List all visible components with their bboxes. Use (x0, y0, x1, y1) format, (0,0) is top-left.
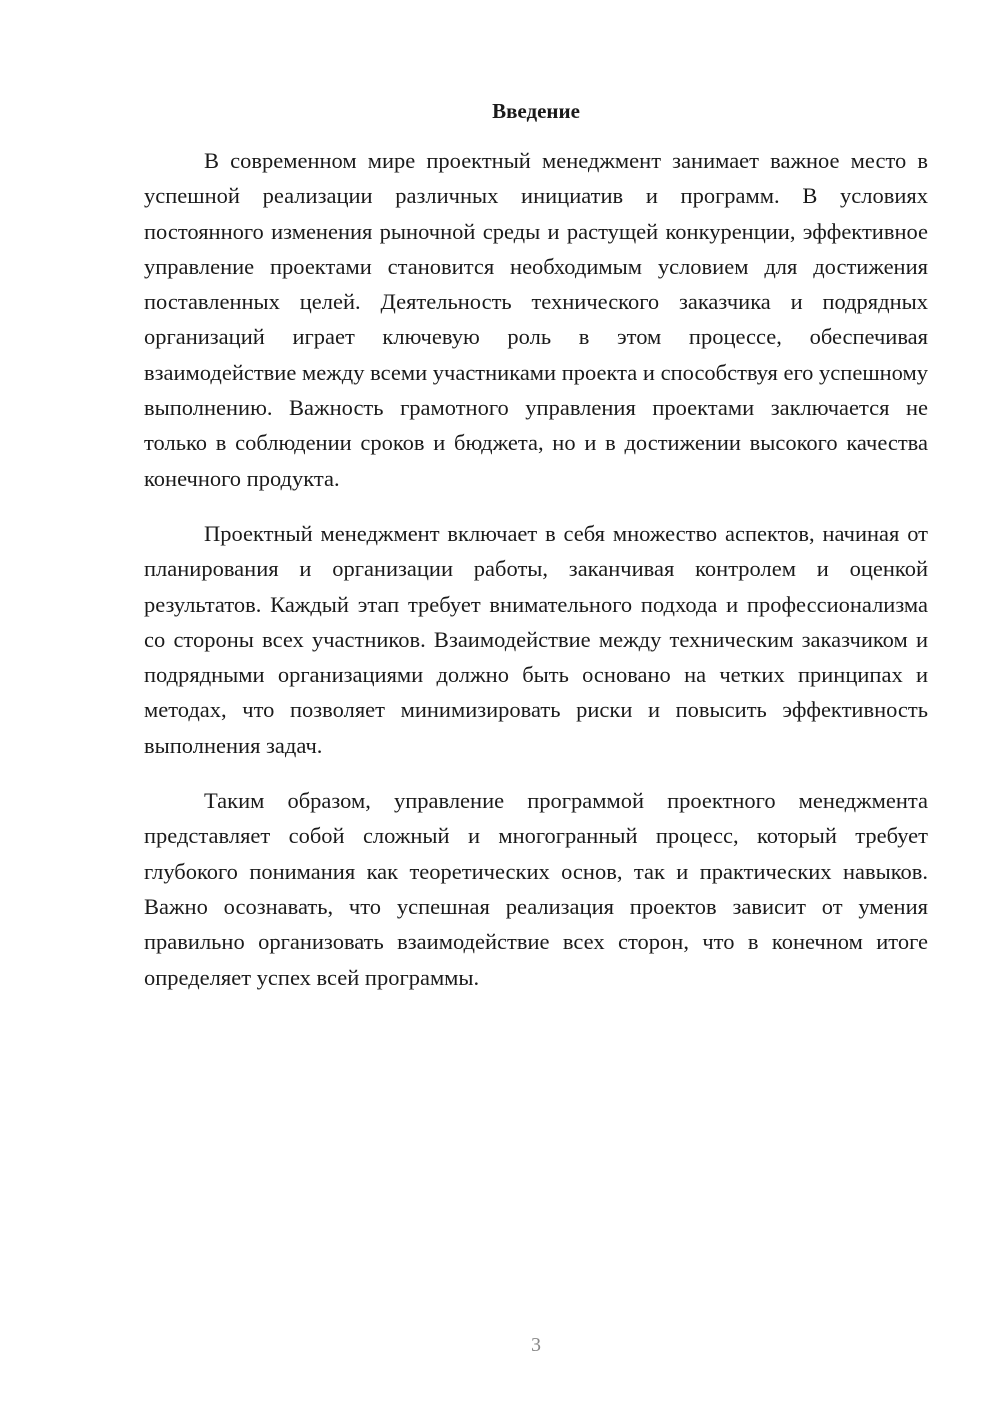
paragraph-3: Таким образом, управление программой проектного менеджмента представляет собой сложный и многогранный процесс, который требует глубокого понимания как теоретических основ, так и практических навыков. Важно осознавать, что успешная реализация проектов зависит от умения правильно организовать взаимодействие всех сторон, что в конечном итоге определяет успех всей программы. (144, 788, 928, 990)
section-title: Введение (492, 99, 580, 123)
paragraph-2: Проектный менеджмент включает в себя множество аспектов, начиная от планирования и организации работы, заканчивая контролем и оценкой результатов. Каждый этап требует внимательного подхода и профессионализма со стороны всех участников. Взаимодействие между техническим заказчиком и подрядными организациями должно быть основано на четких принципах и методах, что позволяет минимизировать риски и повысить эффективность выполнения задач. (144, 520, 928, 758)
paragraph-1: В современном мире проектный менеджмент занимает важное место в успешной реализации различных инициатив и программ. В условиях постоянного изменения рыночной среды и растущей конкуренции, эффективное управление проектами становится необходимым условием для достижения поставленных целей. Деятельность технического заказчика и подрядных организаций играет ключевую роль в этом процессе, обеспечивая взаимодействие между всеми участниками проекта и способствуя его успешному выполнению. Важность грамотного управления проектами заключается не только в соблюдении сроков и бюджета, но и в достижении высокого качества конечного продукта. (144, 148, 928, 491)
page-number: 3 (531, 1334, 541, 1356)
document-body (144, 143, 928, 995)
